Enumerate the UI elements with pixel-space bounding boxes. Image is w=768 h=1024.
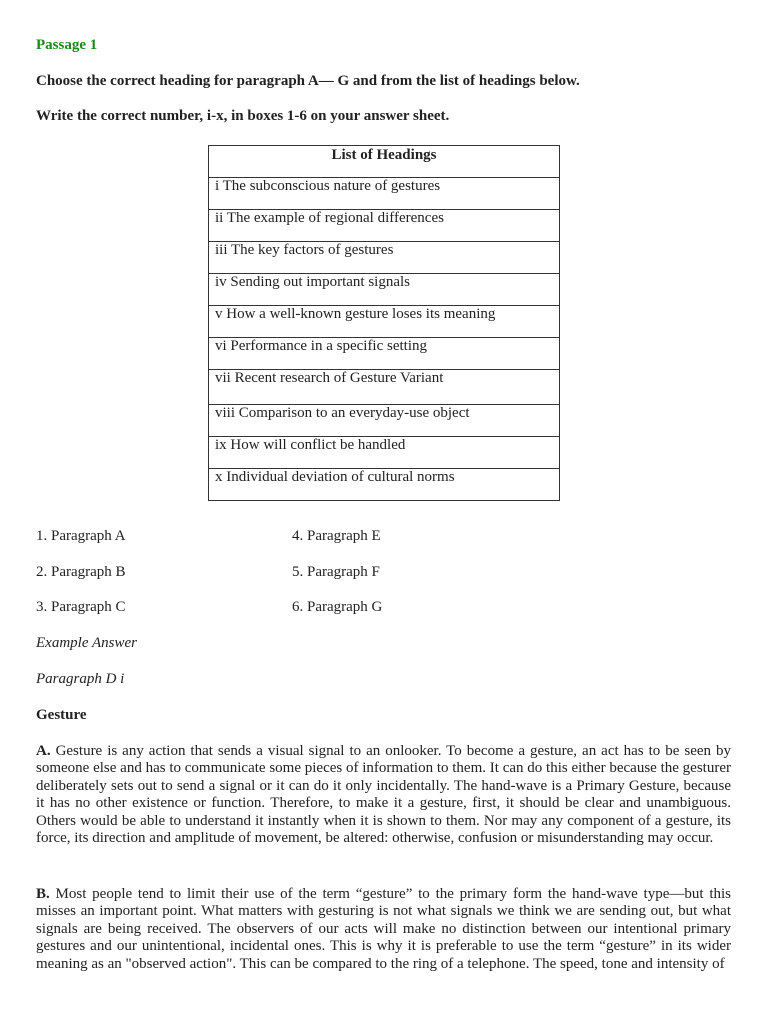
question-1: 1. Paragraph A	[36, 528, 126, 544]
heading-item: v How a well-known gesture loses its meaning	[209, 306, 560, 338]
heading-item: ii The example of regional differences	[209, 210, 560, 242]
headings-table-title: List of Headings	[209, 146, 560, 178]
heading-item: vii Recent research of Gesture Variant	[209, 370, 560, 405]
paragraph-a	[36, 743, 731, 847]
question-3: 3. Paragraph C	[36, 599, 126, 615]
instruction-choose-heading: Choose the correct heading for paragraph A— G and from the list of headings below.	[36, 73, 580, 89]
heading-item: i The subconscious nature of gestures	[209, 178, 560, 210]
paragraph-b-text: Most people tend to limit their use of the term “gesture” to the primary form the hand-wave type—but this misses an important point. What matters with gesturing is not what signals we think we are sending out, but what signals are being received. The observers of our acts will make no distinction between our intentional primary gestures and our unintentional, incidental ones. This is why it is preferable to use the term “gesture” in its wider meaning as an "observed action". This can be compared to the ring of a telephone. The speed, tone and intensity of	[36, 886, 731, 972]
question-4: 4. Paragraph E	[292, 528, 381, 544]
paragraph-a-label: A.	[36, 743, 51, 759]
passage-label: Passage 1	[36, 37, 98, 53]
article-title: Gesture	[36, 707, 87, 723]
instruction-write-number: Write the correct number, i-x, in boxes 1-6 on your answer sheet.	[36, 108, 450, 124]
heading-item: viii Comparison to an everyday-use object	[209, 405, 560, 437]
question-2: 2. Paragraph B	[36, 564, 126, 580]
example-answer: Paragraph D i	[36, 671, 125, 687]
question-5: 5. Paragraph F	[292, 564, 380, 580]
heading-item: x Individual deviation of cultural norms	[209, 469, 560, 501]
question-6: 6. Paragraph G	[292, 599, 383, 615]
paragraph-a-text: Gesture is any action that sends a visual signal to an onlooker. To become a gesture, an act has to be seen by someone else and has to communicate some pieces of information to them. It can do this either because the gesturer deliberately sets out to send a signal or it can do it only incidentally. The hand-wave is a Primary Gesture, because it has no other existence or function. Therefore, to make it a gesture, first, it should be clear and unambiguous. Others would be able to understand it instantly when it is shown to them. Nor may any component of a gesture, its force, its direction and amplitude of movement, be altered: otherwise, confusion or misunderstanding may occur.	[36, 743, 731, 847]
heading-item: vi Performance in a specific setting	[209, 338, 560, 370]
example-answer-label: Example Answer	[36, 635, 137, 651]
paragraph-b	[36, 886, 731, 973]
heading-item: iv Sending out important signals	[209, 274, 560, 306]
heading-item: iii The key factors of gestures	[209, 242, 560, 274]
list-of-headings-table	[208, 145, 560, 501]
paragraph-b-label: B.	[36, 886, 50, 902]
heading-item: ix How will conflict be handled	[209, 437, 560, 469]
